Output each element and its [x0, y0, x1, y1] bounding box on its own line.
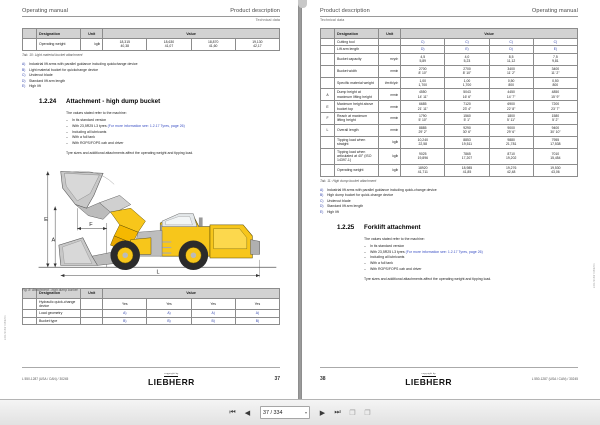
row-value: A) [103, 310, 147, 317]
row-value: 18,630 41,07 [147, 39, 191, 51]
table-header-row [23, 29, 280, 39]
row-value: 2700 8' 10" [445, 65, 489, 77]
row-unit: kglb [379, 148, 401, 164]
row-value: Yes [191, 298, 235, 310]
row-key [23, 317, 37, 324]
row-value: B) [147, 317, 191, 324]
section-title: Forklift attachment [364, 224, 421, 232]
row-key [321, 46, 335, 53]
row-value: 7865 17,207 [445, 148, 489, 164]
dim-label-f: F [89, 221, 93, 228]
row-unit [81, 317, 103, 324]
col-unit: Unit [81, 288, 103, 298]
table-row [321, 148, 578, 164]
dim-label-l: L [156, 269, 160, 276]
row-value: 7120 23' 4" [445, 101, 489, 113]
row-value: 8853 19,511 [445, 136, 489, 148]
row-value: B) [103, 317, 147, 324]
row-value: D) [401, 46, 445, 53]
row-value: 9400 30' 10" [533, 124, 577, 136]
row-value: 19,276 42,48 [489, 164, 533, 176]
row-key: L [321, 124, 335, 136]
footnote-item: B) High dump bucket for quick-change device [320, 193, 394, 198]
footnote-item: A) Industrial lift arms with parallel guidance including quickchange device [22, 62, 138, 67]
row-unit: mmin [379, 65, 401, 77]
row-value: 4,5 5,89 [401, 53, 445, 65]
row-key [321, 148, 335, 164]
row-value: 7200 23' 7" [533, 101, 577, 113]
row-unit: mmin [379, 113, 401, 125]
running-head-right-text: Operating manual [531, 8, 578, 14]
page-number: 38 [320, 376, 326, 383]
chevron-down-icon: ▾ [304, 410, 307, 415]
chapter-subhead: Technical data [255, 18, 280, 22]
liebherr-logo [405, 372, 452, 386]
row-designation: Specific material weight [335, 77, 379, 89]
row-value: 19,130 42,17 [235, 39, 279, 51]
row-value: 4,0 5,23 [445, 53, 489, 65]
row-designation: Dump height at maximum lifting height [335, 89, 379, 101]
bullet-item: – In its standard version [364, 244, 578, 250]
duplicate-page-icon[interactable]: ❐ [362, 407, 373, 418]
row-value: A) [191, 310, 235, 317]
table-row [321, 65, 578, 77]
col-key [23, 29, 37, 39]
section-outro: Tyre sizes and additional attachments affect the operating weight and tipping load. [66, 151, 194, 156]
row-value: 10,240 22,58 [401, 136, 445, 148]
row-value: 7010 15,454 [533, 148, 577, 164]
section-bullet-list [66, 118, 280, 146]
section-bullet-list [364, 244, 578, 272]
row-designation: Overall length [335, 124, 379, 136]
row-value: E) [533, 46, 577, 53]
row-value: 18,870 41,60 [191, 39, 235, 51]
row-key [321, 39, 335, 46]
row-value: B) [191, 317, 235, 324]
section-title: Attachment - high dump bucket [66, 98, 161, 106]
footnote-label: E) [320, 209, 324, 214]
row-value: Yes [103, 298, 147, 310]
footnote-item: E) High lift [22, 84, 41, 89]
previous-page-button[interactable]: ◀ [242, 407, 253, 418]
section-intro: The values stated refer to the machine: [66, 111, 127, 116]
row-value: 1,00 1,700 [445, 77, 489, 89]
table-row [321, 89, 578, 101]
row-designation: Reach at maximum lifting height [335, 113, 379, 125]
dim-label-e: E [44, 216, 48, 223]
footnote-label: E) [22, 84, 26, 89]
row-value: D) [489, 46, 533, 53]
footnote-item: A) Industrial lift arms with parallel guidance including quick-change device [320, 188, 437, 193]
row-key [321, 77, 335, 89]
document-code: L 550-1287 (USA / CAN) / 30245 [22, 377, 69, 382]
page-footer-right [320, 367, 578, 386]
row-value: 8,5 11,12 [489, 53, 533, 65]
col-designation: Designation [37, 288, 81, 298]
page-number-value: 37 / 334 [263, 409, 283, 416]
section-number: 1.2.25 [337, 224, 355, 232]
row-value: 1790 5' 10" [401, 113, 445, 125]
chapter-subhead: Technical data [320, 18, 345, 22]
row-designation: Maximum height above bucket top [335, 101, 379, 113]
high-dump-bucket-table [320, 28, 578, 177]
table-row [321, 136, 578, 148]
footnote-item: D) Standard lift arm length [320, 204, 364, 209]
col-unit: Unit [81, 29, 103, 39]
bullet-item: – With a full tank [364, 261, 578, 267]
row-value: 9290 30' 6" [445, 124, 489, 136]
row-value: 19,530 43,06 [533, 164, 577, 176]
footnote-label: B) [320, 193, 324, 198]
row-designation: Tipping load when straight [335, 136, 379, 148]
row-value: 1800 5' 11" [489, 113, 533, 125]
table-row [321, 101, 578, 113]
row-unit: mmin [379, 89, 401, 101]
next-page-button[interactable]: ▶ [317, 407, 328, 418]
row-unit [81, 310, 103, 317]
table-row [321, 164, 578, 176]
footnote-label: D) [320, 204, 324, 209]
footnote-list-left [22, 62, 280, 89]
table-row [321, 46, 578, 53]
row-unit [379, 46, 401, 53]
row-value: 6685 21' 11" [401, 101, 445, 113]
running-head-left-text: Product description [320, 8, 370, 14]
row-unit: kglb [379, 136, 401, 148]
footnote-label: C) [22, 73, 26, 78]
row-designation: Cutting tool [335, 39, 379, 46]
row-value: 3400 11' 2" [489, 65, 533, 77]
row-value: 7955 17,538 [533, 136, 577, 148]
col-designation: Designation [37, 29, 81, 39]
table-row [321, 53, 578, 65]
table-caption-11: Tab. 11: High dump bucket attachment [320, 179, 377, 184]
row-value: C) [489, 39, 533, 46]
row-value: Yes [235, 298, 279, 310]
figure-high-dump-bucket [22, 164, 280, 292]
row-unit: kglb [81, 39, 103, 51]
row-key [23, 39, 37, 51]
row-unit [379, 39, 401, 46]
table-row [23, 39, 280, 51]
col-value: Value [103, 29, 280, 39]
row-key: E [321, 101, 335, 113]
row-value: 6900 22' 8" [489, 101, 533, 113]
col-value: Value [401, 29, 578, 39]
logo-copyright-text: copyright by [421, 373, 436, 376]
row-value: 4850 15' 9" [533, 89, 577, 101]
row-designation: Bucket width [335, 65, 379, 77]
row-value: 9000 29' 6" [489, 124, 533, 136]
row-value: 1580 5' 2" [533, 113, 577, 125]
bullet-item: – With ROPS/FOPS cab and driver [364, 267, 578, 273]
col-designation: Designation [335, 29, 379, 39]
footnote-label: C) [320, 198, 324, 203]
running-head-left [22, 8, 280, 17]
row-key [321, 53, 335, 65]
row-value: A) [147, 310, 191, 317]
table-caption-10: Tab. 10: Light material bucket attachment [22, 53, 83, 58]
footnote-label: A) [22, 62, 26, 67]
row-value: 9880 21,781 [489, 136, 533, 148]
section-1-2-24 [22, 98, 280, 156]
row-value: C) [445, 39, 489, 46]
row-key [321, 65, 335, 77]
attachment-options-table [22, 288, 280, 326]
figure-caption-8: Fig. 8: Attachment - high dump bucket [22, 287, 78, 292]
bullet-item: – In its standard version [66, 118, 280, 124]
row-designation: Bucket capacity [335, 53, 379, 65]
row-value: B) [235, 317, 279, 324]
section-number: 1.2.24 [39, 98, 57, 106]
table-header-row [321, 29, 578, 39]
logo-wordmark: LIEBHERR [148, 376, 195, 387]
row-value: 18,315 40,38 [103, 39, 147, 51]
table-row [321, 124, 578, 136]
page-number: 37 [274, 376, 280, 383]
section-outro: Tyre sizes and additional attachments affect the operating weight and tipping load. [364, 277, 492, 282]
row-unit: mmin [379, 124, 401, 136]
row-value: 1560 5' 1" [445, 113, 489, 125]
pagination-toolbar [0, 399, 600, 425]
copy-page-icon[interactable]: ❐ [347, 407, 358, 418]
row-unit: mmin [379, 101, 401, 113]
row-value: Yes [147, 298, 191, 310]
table-row [23, 310, 280, 317]
row-value: A) [235, 310, 279, 317]
footnote-label: A) [320, 188, 324, 193]
light-material-bucket-table [22, 28, 280, 51]
col-unit: Unit [379, 29, 401, 39]
row-value: 4450 14' 7" [489, 89, 533, 101]
row-value: 8885 29' 2" [401, 124, 445, 136]
wheel-loader-illustration [22, 164, 280, 282]
bullet-item: – With 23,5R25 L3 tyres (For more information see: 1.2.17 Tyres, page 26) [364, 250, 578, 256]
row-value: C) [533, 39, 577, 46]
table-body [23, 298, 280, 325]
table-row [321, 113, 578, 125]
row-value: 0,50 800 [533, 77, 577, 89]
row-value: 2700 8' 10" [401, 65, 445, 77]
row-key [23, 310, 37, 317]
table-body [321, 39, 578, 177]
row-designation: Operating weight [335, 164, 379, 176]
footnote-item: C) Undercut blade [22, 73, 53, 78]
page-left [0, 0, 298, 400]
page-number-input[interactable] [260, 406, 310, 419]
table-row [23, 298, 280, 310]
col-value: Value [103, 288, 280, 298]
row-unit [81, 298, 103, 310]
row-key: F [321, 113, 335, 125]
row-value: 7,5 9,81 [533, 53, 577, 65]
row-value: 4550 14' 11" [401, 89, 445, 101]
bullet-item: – Including all lubricants [364, 255, 578, 261]
row-value: 8710 19,202 [489, 148, 533, 164]
cross-reference-link[interactable]: (For more information see: 1.2.17 Tyres, page 26) [107, 124, 185, 129]
bullet-item: – With a full tank [66, 135, 280, 141]
left-side-code: LFR/11827369/01 [4, 314, 7, 340]
table-row [321, 77, 578, 89]
cross-reference-link[interactable]: (For more information see: 1.2.17 Tyres, page 26) [405, 249, 483, 254]
row-unit: kglb [379, 164, 401, 176]
footnote-label: B) [22, 67, 26, 72]
row-key: A [321, 89, 335, 101]
row-designation: Load geometry [37, 310, 81, 317]
running-head-right [320, 8, 578, 17]
page-footer-left [22, 367, 280, 386]
right-side-code: LFR/11827369/01 [593, 262, 596, 288]
row-unit: m³yd³ [379, 53, 401, 65]
row-value: E) [445, 46, 489, 53]
row-value: 1,00 1,700 [401, 77, 445, 89]
table-row [321, 39, 578, 46]
footnote-list-right [320, 188, 578, 215]
row-value: 0,50 800 [489, 77, 533, 89]
first-page-button[interactable]: ⏮ [227, 407, 238, 418]
logo-wordmark: LIEBHERR [405, 376, 452, 387]
row-key [23, 298, 37, 310]
bullet-item: – With ROPS/FOPS cab and driver [66, 141, 280, 147]
running-head-right-text: Product description [230, 8, 280, 14]
row-value: 18920 41,711 [401, 164, 445, 176]
row-value: 18,985 41,85 [445, 164, 489, 176]
last-page-button[interactable]: ⏭ [332, 407, 343, 418]
bullet-item: – Including all lubricants [66, 130, 280, 136]
page-right [302, 0, 600, 400]
table-row [23, 317, 280, 324]
footnote-item: B) Light material bucket for quickchange device [22, 67, 99, 72]
row-value: 5043 16' 6" [445, 89, 489, 101]
section-intro: The values stated refer to the machine: [364, 237, 425, 242]
row-unit: t/m³lb/yd³ [379, 77, 401, 89]
running-head-left-text: Operating manual [22, 8, 69, 14]
footnote-item: D) Standard lift arm length [22, 78, 66, 83]
row-designation: Hydraulic quick-change device [37, 298, 81, 310]
row-value: 3400 11' 2" [533, 65, 577, 77]
row-value: C) [401, 39, 445, 46]
footnote-label: D) [22, 78, 26, 83]
row-value: 9025 19,896 [401, 148, 445, 164]
dim-label-a: A [51, 237, 56, 244]
row-key [321, 164, 335, 176]
row-designation: Lift arm length [335, 46, 379, 53]
bullet-item: – With 23,5R25 L3 tyres (For more information see: 1.2.17 Tyres, page 26) [66, 124, 280, 130]
table-body [23, 39, 280, 51]
page-divider-handle[interactable] [298, 0, 307, 8]
liebherr-logo [148, 372, 195, 386]
logo-copyright-text: copyright by [164, 373, 179, 376]
row-designation: Tipping load when articulated at 40° (ISO 14397-1) [335, 148, 379, 164]
row-key [321, 136, 335, 148]
section-1-2-25 [320, 224, 578, 282]
footnote-item: C) Undercut blade [320, 198, 351, 203]
row-designation: Bucket type [37, 317, 81, 324]
document-code: L 550-1287 (USA / CAN) / 30245 [531, 377, 578, 382]
row-designation: Operating weight [37, 39, 81, 51]
col-key [321, 29, 335, 39]
footnote-item: E) High lift [320, 209, 339, 214]
